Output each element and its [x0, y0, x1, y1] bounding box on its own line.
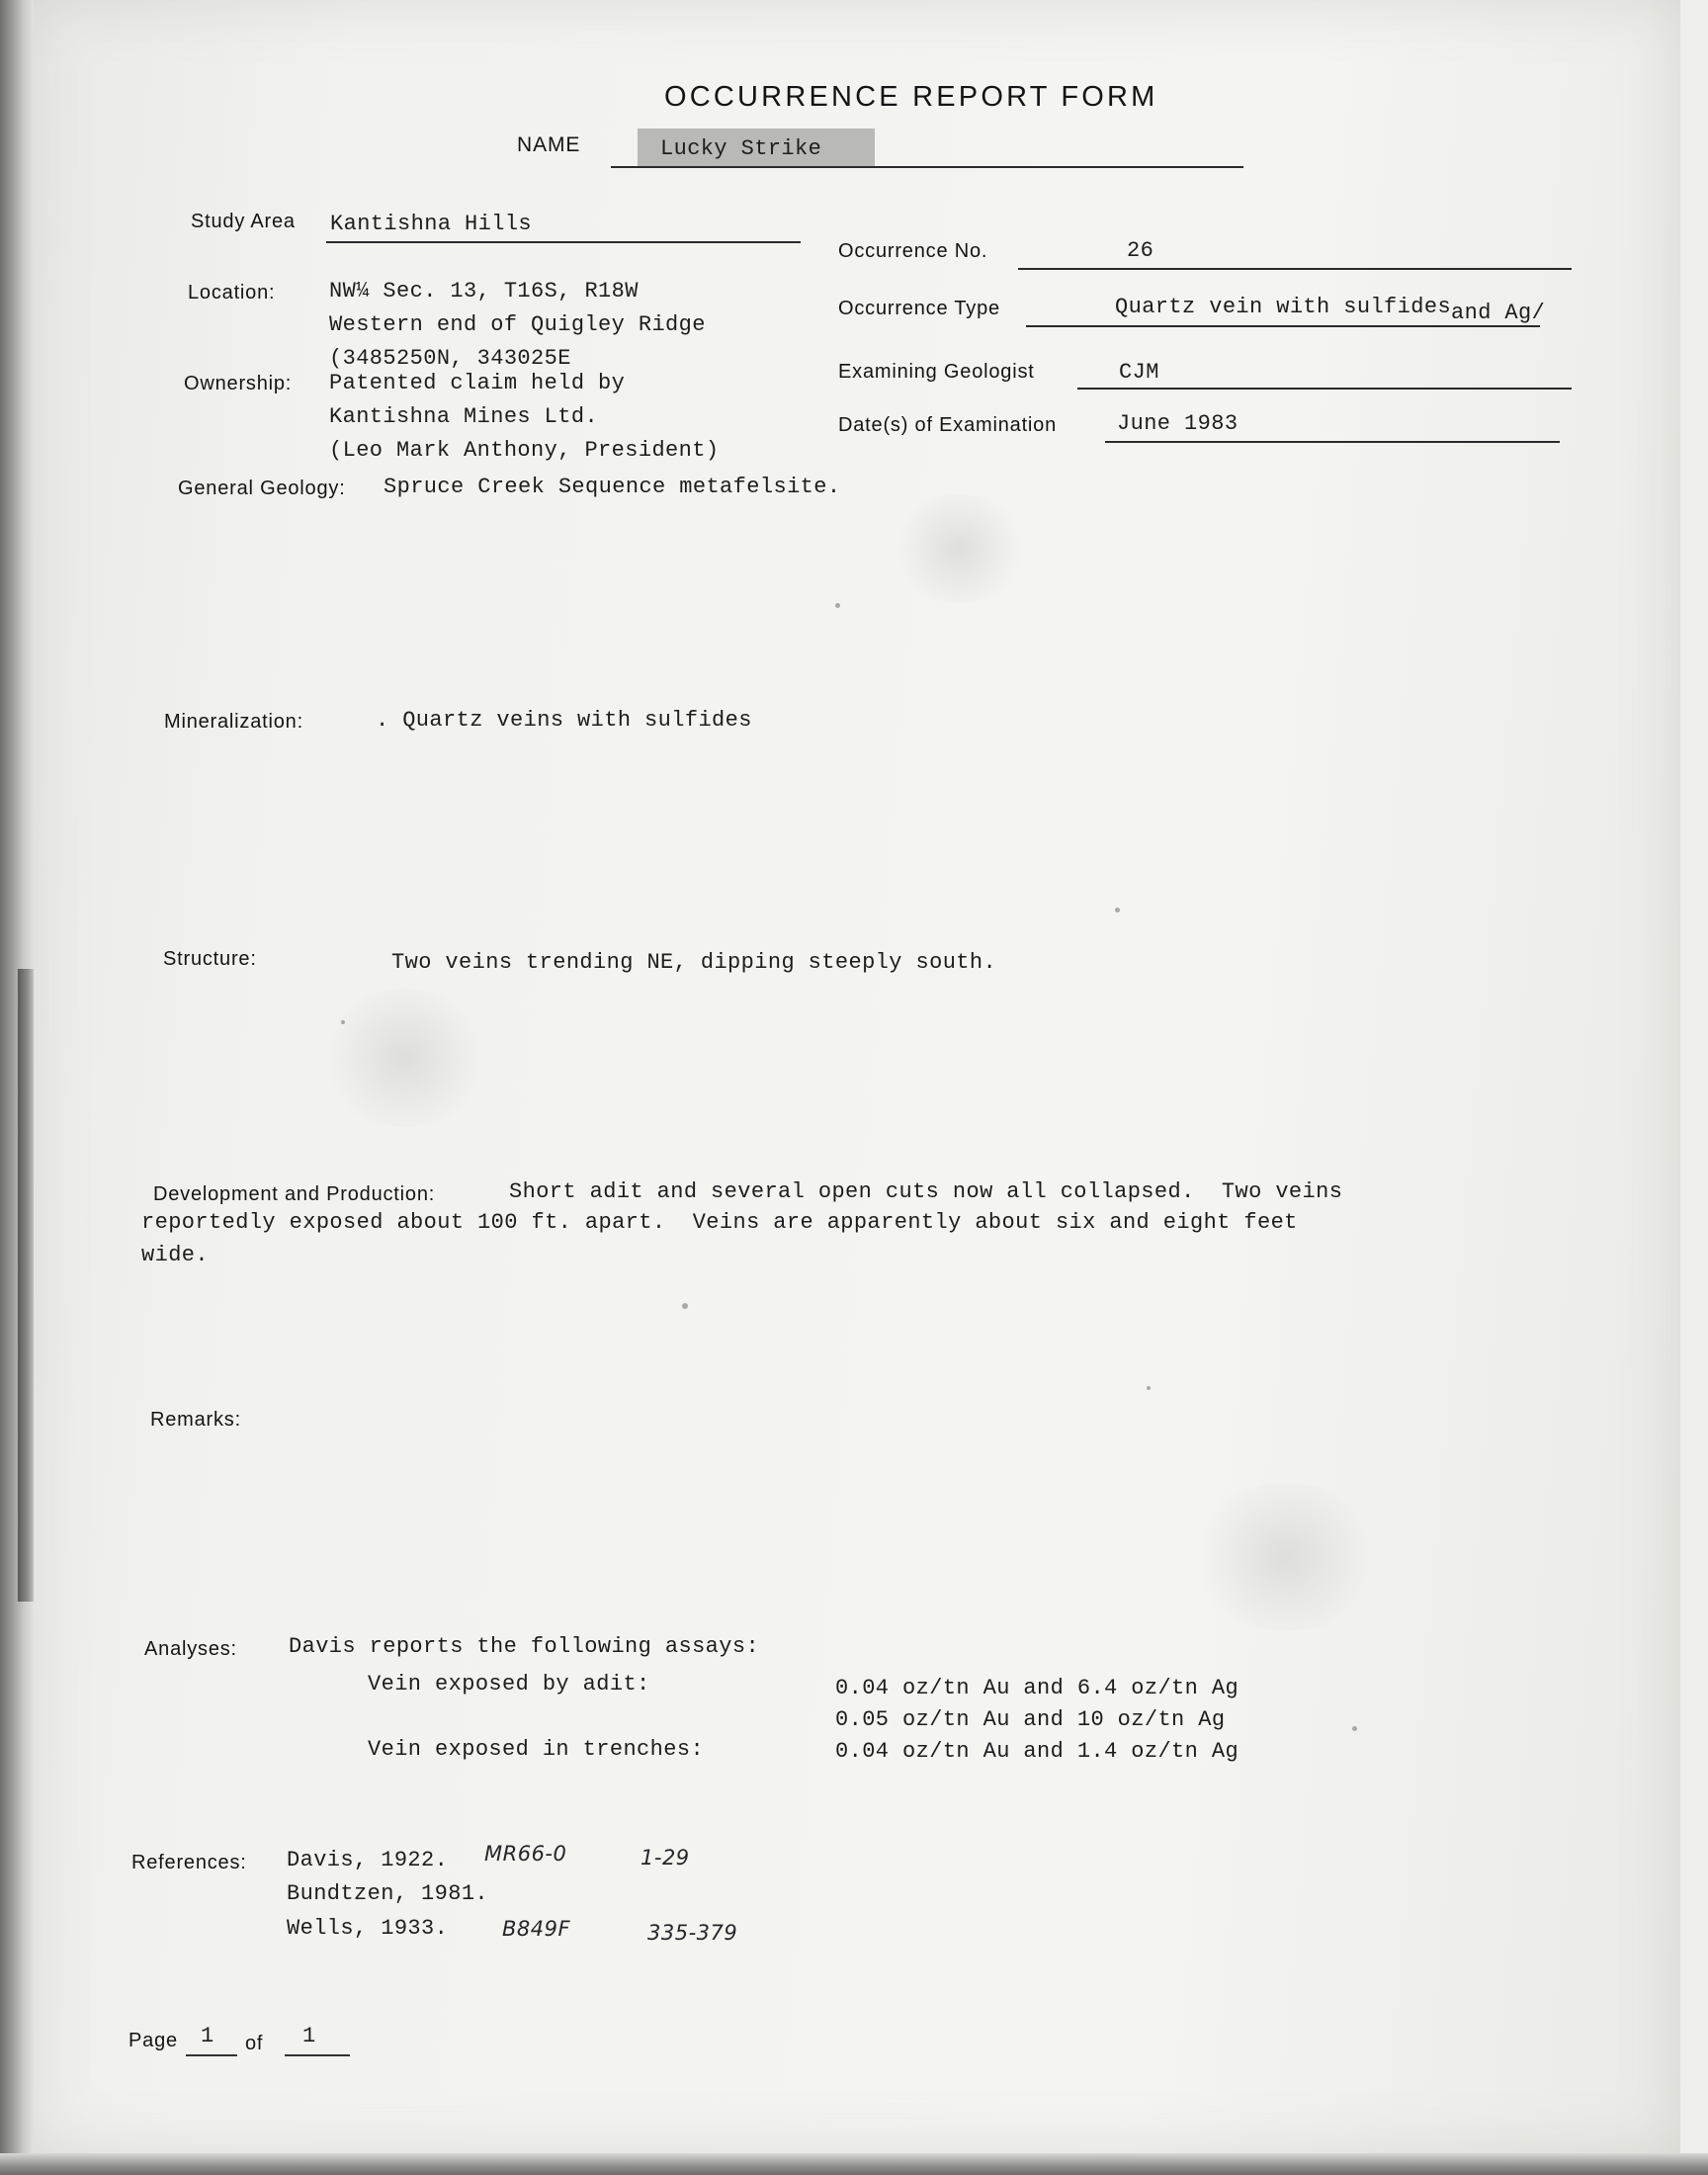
- scan-speck: [1352, 1726, 1357, 1731]
- occurrence-type-rule: [1026, 325, 1540, 327]
- page-label: Page: [128, 2030, 178, 2051]
- scan-speck: [835, 603, 840, 608]
- form-title: OCCURRENCE REPORT FORM: [664, 81, 1158, 113]
- structure-value: Two veins trending NE, dipping steeply south.: [391, 950, 997, 975]
- remarks-label: Remarks:: [150, 1409, 241, 1431]
- scan-speck: [1147, 1386, 1151, 1390]
- references-label: References:: [131, 1852, 247, 1873]
- page-number: 1: [201, 2024, 214, 2048]
- study-area-label: Study Area: [191, 211, 296, 232]
- reference-citation: Bundtzen, 1981.: [287, 1881, 489, 1906]
- name-rule: [611, 166, 1243, 168]
- location-line-2: Western end of Quigley Ridge: [329, 312, 706, 337]
- analyses-row-result: 0.05 oz/tn Au and 10 oz/tn Ag: [835, 1707, 1226, 1732]
- scan-speck: [341, 1020, 345, 1024]
- examining-geologist-label: Examining Geologist: [838, 361, 1035, 383]
- examining-geologist-value: CJM: [1119, 360, 1159, 385]
- scan-speck: [682, 1303, 688, 1309]
- location-label: Location:: [188, 282, 276, 304]
- development-line-3: wide.: [141, 1243, 210, 1267]
- page-total-rule: [285, 2054, 350, 2056]
- ownership-line-3: (Leo Mark Anthony, President): [329, 438, 720, 463]
- scan-blotch: [1186, 1483, 1384, 1631]
- study-area-value: Kantishna Hills: [330, 212, 533, 236]
- occurrence-no-label: Occurrence No.: [838, 240, 988, 262]
- structure-label: Structure:: [163, 948, 257, 970]
- examining-geologist-rule: [1077, 388, 1572, 390]
- name-label: NAME: [517, 133, 581, 156]
- reference-annotation-2: 1-29: [640, 1846, 690, 1870]
- scan-blotch: [316, 989, 494, 1127]
- development-label: Development and Production:: [153, 1183, 436, 1205]
- reference-annotation: B849F: [502, 1917, 571, 1941]
- ownership-label: Ownership:: [184, 373, 293, 394]
- page-number-rule: [186, 2054, 237, 2056]
- mineralization-value: . Quartz veins with sulfides: [376, 708, 752, 733]
- location-line-3: (3485250N, 343025E: [329, 346, 571, 371]
- analyses-row-result: 0.04 oz/tn Au and 1.4 oz/tn Ag: [835, 1739, 1239, 1764]
- reference-citation: Davis, 1922.: [287, 1848, 449, 1872]
- occurrence-no-value: 26: [1127, 238, 1154, 263]
- dates-value: June 1983: [1117, 411, 1238, 436]
- name-value: Lucky Strike: [660, 136, 822, 161]
- mineralization-label: Mineralization:: [164, 711, 303, 733]
- scan-speck: [1115, 908, 1120, 913]
- scan-blotch: [890, 494, 1028, 603]
- reference-citation: Wells, 1933.: [287, 1916, 449, 1941]
- general-geology-label: General Geology:: [178, 478, 346, 499]
- analyses-label: Analyses:: [144, 1638, 237, 1660]
- page-total: 1: [302, 2024, 316, 2048]
- development-line-1: Short adit and several open cuts now all collapsed. Two veins: [509, 1179, 1343, 1204]
- ownership-line-1: Patented claim held by: [329, 371, 626, 395]
- paper-sheet: [28, 0, 1680, 2155]
- occurrence-no-rule: [1018, 268, 1572, 270]
- development-line-2: reportedly exposed about 100 ft. apart. Veins are apparently about six and eight feet: [141, 1210, 1298, 1235]
- dates-label: Date(s) of Examination: [838, 414, 1058, 436]
- study-area-rule: [326, 241, 801, 243]
- occurrence-type-value: Quartz vein with sulfides: [1115, 295, 1452, 319]
- ownership-line-2: Kantishna Mines Ltd.: [329, 404, 599, 429]
- dates-rule: [1105, 441, 1560, 443]
- scan-bottom-edge: [0, 2153, 1708, 2175]
- analyses-row-result: 0.04 oz/tn Au and 6.4 oz/tn Ag: [835, 1676, 1239, 1700]
- analyses-intro: Davis reports the following assays:: [289, 1634, 760, 1659]
- general-geology-value: Spruce Creek Sequence metafelsite.: [384, 475, 841, 499]
- reference-annotation: MR66-0: [484, 1842, 567, 1866]
- location-line-1: NW¼ Sec. 13, T16S, R18W: [329, 279, 639, 304]
- analyses-row-sample: Vein exposed by adit:: [368, 1672, 650, 1696]
- of-label: of: [245, 2033, 264, 2054]
- scan-left-edge-dark: [18, 969, 34, 1602]
- reference-annotation-2: 335-379: [647, 1921, 738, 1945]
- occurrence-type-value-cont: and Ag/: [1451, 301, 1546, 325]
- occurrence-type-label: Occurrence Type: [838, 298, 1000, 319]
- analyses-row-sample: Vein exposed in trenches:: [368, 1737, 705, 1762]
